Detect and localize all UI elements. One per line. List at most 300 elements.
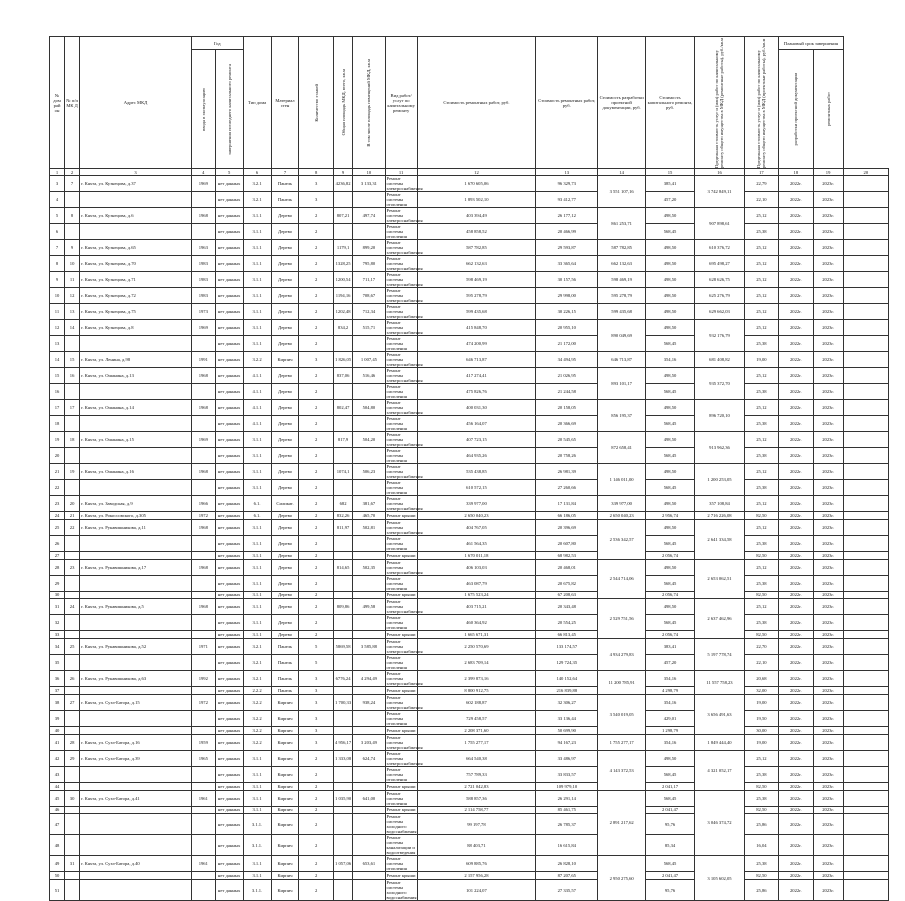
cell-deadline-works: 2023г. [813, 551, 843, 559]
cell-num-mkd [65, 814, 80, 835]
cell-work-type: Ремонт системы электроснабжения [386, 288, 423, 303]
cell-floors: 2 [299, 336, 333, 352]
cell-num: 8 [50, 256, 65, 272]
cell-num-mkd: 23 [65, 559, 80, 575]
cell-floors: 2 [299, 575, 333, 591]
cell-wall-material: Панель [271, 655, 299, 671]
cell-cost-work: 1 665 671,31 [417, 631, 535, 639]
header-num: № дом рай он [50, 37, 65, 169]
cell-wall-material: Дерево [271, 575, 299, 591]
cell-living-area [353, 782, 385, 790]
cell-cost-design: 50 699,90 [536, 726, 598, 734]
cell-unit-cost-design: 20,68 [744, 671, 778, 687]
cell-deadline-works: 2023г. [813, 192, 843, 208]
cell-unit-cost: 498,50 [645, 599, 694, 615]
cell-year-build: 1969 [191, 432, 215, 448]
cell-living-area: 708,67 [353, 288, 385, 304]
cell-floors: 2 [299, 559, 333, 575]
undefined [843, 272, 888, 288]
cell-floors: 2 [299, 814, 333, 835]
cell-unit-cost-design: 25,12 [744, 496, 778, 512]
undefined [843, 496, 888, 512]
cell-cost-work: 2 721 042,83 [417, 782, 535, 790]
cell-num: 46 [50, 806, 65, 814]
cell-cost-work: 598 469,19 [417, 272, 535, 288]
cell-deadline-works: 2023г. [813, 464, 843, 480]
cell-cost-design: 20 468,01 [536, 559, 598, 575]
cell-unit-cost: 354,16 [645, 734, 694, 750]
cell-year-repair: нет данных [215, 288, 243, 304]
cell-address [80, 480, 192, 496]
cell-num-mkd [65, 655, 80, 671]
cell-total-area: 4236,82 [333, 176, 352, 192]
cell-cost-design: 34 494,95 [536, 352, 598, 368]
cell-cost-work: 662 132,63 [417, 256, 535, 272]
cell-living-area [353, 384, 385, 400]
cell-year-build: 1991 [191, 352, 215, 368]
cell-wall-material: Дерево [271, 591, 299, 599]
cell-year-build [191, 687, 215, 695]
cell-total-area: 1 333,08 [333, 750, 352, 766]
cell-wall-material: Кирпич [271, 806, 299, 814]
cell-year-build: 1992 [191, 671, 215, 687]
cell-year-repair: нет данных [215, 240, 243, 256]
cell-unit-cost: 498,50 [645, 304, 694, 320]
cell-deadline-design: 2022г. [779, 856, 813, 872]
cell-address [80, 631, 192, 639]
column-number: 20 [843, 169, 888, 176]
table-row [50, 368, 889, 384]
cell-living-area [353, 631, 385, 639]
header-deadline-group: Плановый срок завершения [779, 37, 844, 50]
table-row [50, 432, 889, 448]
cell-cost-design: 66 813,45 [536, 631, 598, 639]
cell-year-build: 1961 [191, 790, 215, 806]
cell-num-mkd [65, 880, 80, 901]
cell-year-build: 1983 [191, 272, 215, 288]
cell-year-build: 1959 [191, 734, 215, 750]
cell-cost-work-total: 3 540 019,05 [598, 694, 645, 734]
cell-total-area [333, 591, 352, 599]
cell-unit-cost: 568,45 [645, 224, 694, 240]
table-row [50, 575, 889, 591]
cell-num-mkd: 29 [65, 750, 80, 766]
cell-work-type: Ремонт крыши [386, 512, 416, 518]
cell-house-type: 3.2.2 [243, 694, 271, 710]
undefined [843, 336, 888, 352]
cell-floors: 2 [299, 240, 333, 256]
cell-num: 36 [50, 671, 65, 687]
cell-total-area [333, 416, 352, 432]
cell-house-type: 3.1.1. [243, 880, 271, 901]
cell-deadline-works: 2023г. [813, 615, 843, 631]
cell-num-mkd: 9 [65, 240, 80, 256]
undefined [843, 288, 888, 304]
cell-deadline-works: 2023г. [813, 710, 843, 726]
cell-year-repair: нет данных [215, 496, 243, 512]
cell-cost-work: 475 826,76 [417, 384, 535, 400]
table-row [50, 304, 889, 320]
undefined [843, 687, 888, 695]
table-row [50, 176, 889, 192]
cell-floors: 2 [299, 368, 333, 384]
cell-work-type: Ремонт крыши [386, 807, 416, 813]
cell-address: г. Кяхта, ул. Рукавишникова, д.52 [80, 639, 192, 655]
cell-address [80, 880, 192, 901]
table-row [50, 835, 889, 856]
cell-unit-cost: 354,16 [645, 694, 694, 710]
cell-year-build [191, 835, 215, 856]
table-row [50, 734, 889, 750]
cell-address [80, 591, 192, 599]
cell-unit-cost-design: 82,50 [744, 551, 778, 559]
cell-living-area: 504,80 [353, 400, 385, 416]
cell-total-area [333, 782, 352, 790]
cell-address: г. Кяхта, ул. Сухэ-Батора, д.39 [80, 750, 192, 766]
cell-wall-material: Дерево [271, 480, 299, 496]
cell-year-build [191, 880, 215, 901]
table-row [50, 400, 889, 416]
cell-cost-design: 16 615,84 [536, 835, 598, 856]
cell-total-area [333, 384, 352, 400]
column-number: 10 [353, 169, 385, 176]
cell-year-build [191, 192, 215, 208]
cell-house-type: 3.2.2 [243, 352, 271, 368]
header-cost-total: Стоимость капитального ремонта, руб. [645, 37, 694, 169]
cell-cost-work: 99 197,78 [417, 814, 535, 835]
cell-work-type: Ремонт системы электроснабжения [386, 432, 423, 447]
cell-unit-cost: 568,45 [645, 790, 694, 806]
cell-house-type: 3.1.1 [243, 464, 271, 480]
cell-total-area [333, 336, 352, 352]
cell-unit-cost: 385,41 [645, 176, 694, 192]
cell-unit-cost: 498,50 [645, 750, 694, 766]
cell-unit-cost-design: 25,12 [744, 288, 778, 304]
cell-floors: 2 [299, 631, 333, 639]
cell-num: 32 [50, 615, 65, 631]
cell-work-type: Ремонт системы холодного водоснабжения [386, 880, 417, 901]
cell-address [80, 655, 192, 671]
cell-unit-cost-design: 25,38 [744, 448, 778, 464]
cell-year-repair: нет данных [215, 384, 243, 400]
column-number: 9 [333, 169, 352, 176]
cell-address: г. Кяхта, ул. Кузнецова, д.71 [80, 272, 192, 288]
cell-cost-work-total: 890 049,69 [598, 320, 645, 352]
cell-unit-cost: 498,50 [645, 559, 694, 575]
cell-living-area [353, 336, 385, 352]
cell-deadline-design: 2022г. [779, 806, 813, 814]
cell-unit-cost-design: 25,12 [744, 400, 778, 416]
cell-cost-design: 20 343,48 [536, 599, 598, 615]
cell-deadline-works: 2023г. [813, 240, 843, 256]
column-number: 16 [695, 169, 744, 176]
cell-house-type: 3.1.1 [243, 806, 271, 814]
cell-living-area [353, 448, 385, 464]
cell-address [80, 814, 192, 835]
cell-num: 15 [50, 368, 65, 384]
cell-year-build [191, 591, 215, 599]
cell-deadline-works: 2023г. [813, 591, 843, 599]
cell-floors: 2 [299, 519, 333, 535]
cell-floors: 2 [299, 416, 333, 432]
undefined [843, 856, 888, 872]
undefined [843, 694, 888, 710]
cell-cost-total: 1 849 444,40 [695, 734, 744, 750]
cell-deadline-design: 2022г. [779, 655, 813, 671]
cell-house-type: 3.2.1 [243, 176, 271, 192]
cell-unit-cost-design: 25,12 [744, 272, 778, 288]
cell-work-type: Ремонт системы электроснабжения [386, 304, 423, 319]
cell-floors: 2 [299, 272, 333, 288]
cell-cost-work-total: 598 469,19 [598, 272, 645, 288]
header-floors: Количество этажей [299, 37, 333, 169]
cell-year-repair: нет данных [215, 835, 243, 856]
cell-deadline-design: 2022г. [779, 256, 813, 272]
cell-total-area: 1 057,06 [333, 856, 352, 872]
cell-year-repair: нет данных [215, 448, 243, 464]
cell-num: 26 [50, 535, 65, 551]
cell-year-build: 1968 [191, 464, 215, 480]
cell-work-type: Ремонт системы электроснабжения [386, 671, 423, 687]
cell-cost-work: 587 782,85 [417, 240, 535, 256]
cell-year-repair: нет данных [215, 368, 243, 384]
cell-wall-material: Кирпич [271, 880, 299, 901]
table-row [50, 750, 889, 766]
cell-cost-design: 33 486,97 [536, 750, 598, 766]
cell-deadline-design: 2022г. [779, 304, 813, 320]
cell-total-area [333, 872, 352, 880]
cell-num: 3 [50, 176, 65, 192]
cell-cost-total: 907 898,61 [695, 208, 744, 240]
cell-deadline-design: 2022г. [779, 288, 813, 304]
cell-year-build [191, 814, 215, 835]
table-row [50, 535, 889, 551]
cell-floors: 2 [299, 288, 333, 304]
cell-cost-design: 33 136,44 [536, 710, 598, 726]
cell-house-type: 3.1.1 [243, 208, 271, 224]
capital-repair-table [49, 36, 889, 901]
cell-work-type: Ремонт системы электроснабжения [386, 240, 423, 255]
cell-total-area [333, 631, 352, 639]
cell-num-mkd: 25 [65, 639, 80, 655]
cell-total-area: 814,65 [333, 559, 352, 575]
cell-num-mkd: 26 [65, 671, 80, 687]
cell-work-type: Ремонт системы отопления [385, 192, 417, 208]
cell-cost-design: 20 554,25 [536, 615, 598, 631]
cell-cost-design: 20 396,69 [536, 519, 598, 535]
column-number: 4 [191, 169, 215, 176]
header-house-type: Тип дома [243, 37, 271, 169]
header-cost-design: Стоимость разработки проектной документации, руб. [598, 37, 645, 169]
cell-living-area [353, 615, 385, 631]
cell-year-build: 1961 [191, 856, 215, 872]
cell-total-area [333, 448, 352, 464]
cell-wall-material: Панель [271, 176, 299, 192]
cell-num: 13 [50, 336, 65, 352]
cell-unit-cost: 429,01 [645, 710, 694, 726]
cell-total-area [333, 551, 352, 559]
cell-wall-material: Дерево [271, 384, 299, 400]
cell-cost-work-total: 861 253,71 [598, 208, 645, 240]
cell-deadline-design: 2022г. [779, 432, 813, 448]
cell-deadline-design: 2022г. [779, 496, 813, 512]
column-number: 13 [536, 169, 598, 176]
cell-deadline-works: 2023г. [813, 400, 843, 416]
cell-num: 39 [50, 710, 65, 726]
cell-num: 29 [50, 575, 65, 591]
cell-address: г. Кяхта, ул. Заводская, д.9 [80, 496, 192, 512]
cell-cost-design: 20 607,80 [536, 535, 598, 551]
cell-work-type: Ремонт системы электроснабжения [386, 750, 423, 766]
cell-cost-work: 474 200,99 [417, 336, 535, 352]
cell-year-repair: нет данных [215, 806, 243, 814]
cell-cost-design: 21 172,00 [536, 336, 598, 352]
cell-unit-cost-design: 25,38 [744, 336, 778, 352]
cell-wall-material: Панель [271, 639, 299, 655]
column-number-row [50, 169, 889, 176]
cell-year-build [191, 655, 215, 671]
cell-house-type: 6.1. [243, 512, 271, 520]
cell-deadline-design: 2022г. [779, 631, 813, 639]
cell-wall-material: Кирпич [271, 726, 299, 734]
cell-num-mkd: 14 [65, 320, 80, 336]
cell-deadline-works: 2023г. [813, 856, 843, 872]
cell-total-area [333, 766, 352, 782]
cell-address: г. Кяхта, ул. Сухэ-Батора, д.40 [80, 856, 192, 872]
cell-unit-cost-design: 25,86 [744, 814, 778, 835]
undefined [843, 872, 888, 880]
cell-year-repair: нет данных [215, 687, 243, 695]
cell-year-build [191, 710, 215, 726]
cell-year-build [191, 336, 215, 352]
cell-wall-material: Дерево [271, 336, 299, 352]
cell-num-mkd [65, 615, 80, 631]
cell-deadline-works: 2023г. [813, 224, 843, 240]
cell-year-repair: нет данных [215, 591, 243, 599]
cell-cost-work: 535 438,85 [417, 464, 535, 480]
cell-year-repair: нет данных [215, 352, 243, 368]
cell-wall-material: Панель [271, 687, 299, 695]
cell-deadline-design: 2022г. [779, 272, 813, 288]
cell-cost-design: 32 306,27 [536, 694, 598, 710]
cell-num: 4 [50, 192, 65, 208]
cell-cost-work-total: 339 977,00 [598, 496, 645, 512]
cell-total-area: 1328,25 [333, 256, 352, 272]
cell-unit-cost-design: 19,50 [744, 710, 778, 726]
header-deadline-works: ремонтных работ [813, 50, 843, 169]
cell-year-build [191, 806, 215, 814]
table-row [50, 496, 889, 512]
cell-deadline-works: 2023г. [813, 631, 843, 639]
cell-cost-total: 610 376,72 [695, 240, 744, 256]
cell-total-area: 4 956,17 [333, 734, 352, 750]
cell-work-type: Ремонт системы электроснабжения [386, 272, 423, 287]
cell-year-build [191, 575, 215, 591]
cell-cost-work-total: 4 143 372,53 [598, 750, 645, 790]
table-row [50, 480, 889, 496]
cell-deadline-works: 2023г. [813, 208, 843, 224]
cell-living-area [353, 575, 385, 591]
cell-num: 24 [50, 512, 65, 520]
cell-house-type: 4.1.1 [243, 384, 271, 400]
cell-floors: 2 [299, 512, 333, 520]
cell-cost-work: 729 458,57 [417, 710, 535, 726]
cell-living-area: 795,80 [353, 256, 385, 272]
cell-year-build: 1966 [191, 496, 215, 512]
cell-deadline-works: 2023г. [813, 687, 843, 695]
cell-total-area [333, 687, 352, 695]
cell-cost-work: 2 157 956,28 [417, 872, 535, 880]
table-row [50, 687, 889, 695]
cell-unit-cost: 568,45 [645, 575, 694, 591]
cell-num: 14 [50, 352, 65, 368]
cell-floors: 2 [299, 806, 333, 814]
cell-num: 28 [50, 559, 65, 575]
cell-wall-material: Дерево [271, 559, 299, 575]
cell-deadline-works: 2023г. [813, 734, 843, 750]
undefined [843, 880, 888, 901]
table-row [50, 872, 889, 880]
cell-work-type: Ремонт системы электроснабжения [386, 368, 423, 383]
header-year-group: Год [191, 37, 243, 50]
cell-unit-cost-design: 19,00 [744, 694, 778, 710]
cell-unit-cost-design: 25,12 [744, 519, 778, 535]
cell-address: г. Кяхта, ул. Кузнецова, д.65 [80, 240, 192, 256]
cell-floors: 2 [299, 551, 333, 559]
cell-year-repair: нет данных [215, 559, 243, 575]
cell-address [80, 336, 192, 352]
cell-unit-cost-design: 25,38 [744, 224, 778, 240]
cell-cost-work: 1 755 277,17 [417, 734, 535, 750]
cell-unit-cost: 568,45 [645, 480, 694, 496]
cell-unit-cost-design: 25,12 [744, 750, 778, 766]
cell-work-type: Ремонт системы электроснабжения [386, 694, 423, 710]
cell-total-area: 807,21 [333, 208, 352, 224]
cell-num-mkd: 7 [65, 176, 80, 192]
cell-house-type: 3.2.1 [243, 192, 271, 208]
cell-address: г. Кяхта, ул. Сухэ-Батора, д.15 [80, 694, 192, 710]
cell-num-mkd [65, 192, 80, 208]
cell-work-type: Ремонт системы электроснабжения [386, 464, 423, 479]
cell-house-type: 3.1.1 [243, 432, 271, 448]
cell-address [80, 766, 192, 782]
cell-cost-work: 757 789,33 [417, 766, 535, 782]
cell-year-build [191, 726, 215, 734]
cell-year-build: 1969 [191, 320, 215, 336]
cell-living-area: 653,61 [353, 856, 385, 872]
cell-floors: 2 [299, 599, 333, 615]
cell-unit-cost: 498,50 [645, 320, 694, 336]
cell-cost-work: 1 670 605,06 [417, 176, 535, 192]
cell-cost-design: 21 026,95 [536, 368, 598, 384]
cell-total-area [333, 835, 352, 856]
cell-house-type: 3.1.1 [243, 575, 271, 591]
cell-address: г. Кяхта, ул. Ошанина, д.14 [80, 400, 192, 416]
cell-num-mkd: 13 [65, 304, 80, 320]
cell-address: г. Кяхта, ул. Кузнецова, д.37 [80, 176, 192, 192]
cell-unit-cost-design: 82,50 [744, 872, 778, 880]
cell-deadline-design: 2022г. [779, 766, 813, 782]
cell-unit-cost: 498,50 [645, 400, 694, 416]
undefined [843, 710, 888, 726]
cell-num: 10 [50, 288, 65, 304]
cell-year-repair: нет данных [215, 512, 243, 520]
cell-cost-total: 11 557 758,23 [695, 671, 744, 695]
cell-deadline-works: 2023г. [813, 496, 843, 512]
cell-unit-cost: 95,76 [645, 814, 694, 835]
cell-year-build: 1969 [191, 176, 215, 192]
table-row [50, 591, 889, 599]
